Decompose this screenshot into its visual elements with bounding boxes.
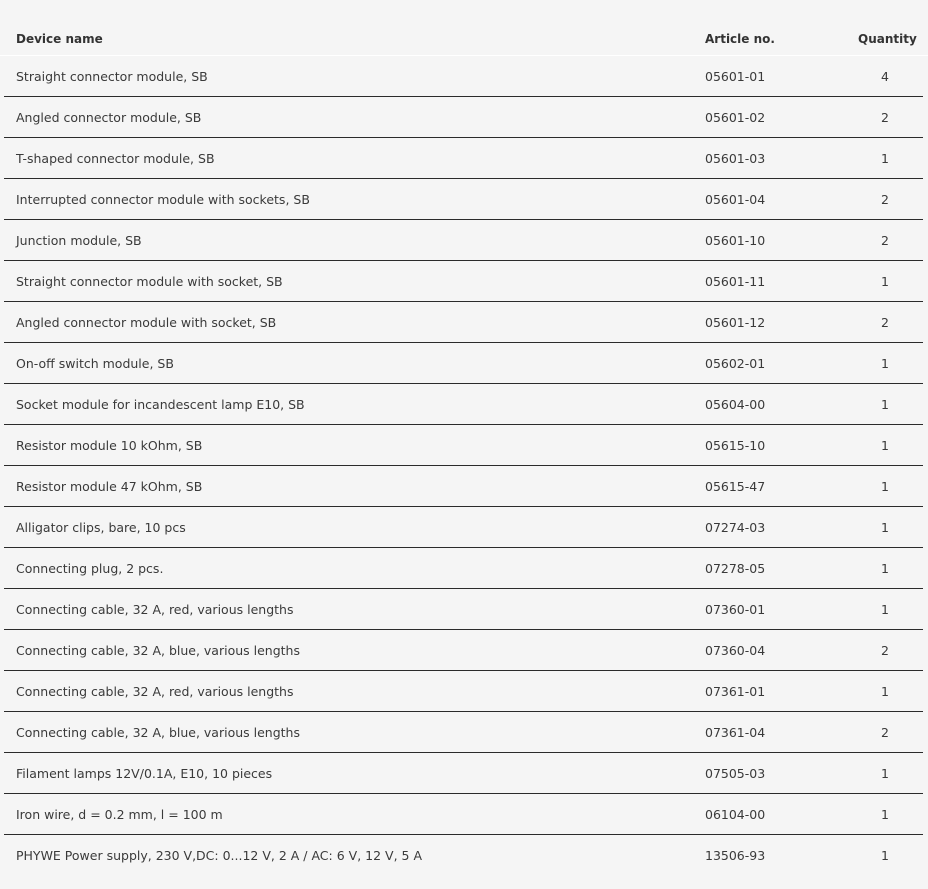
device-name-cell: Resistor module 47 kOhm, SB (16, 479, 203, 494)
table-row (4, 261, 923, 302)
article-no-cell: 07274-03 (705, 520, 766, 535)
table-row (4, 343, 923, 384)
article-no-cell: 07361-01 (705, 684, 766, 699)
table-row (4, 753, 923, 794)
article-no-cell: 07505-03 (705, 766, 766, 781)
device-name-cell: Alligator clips, bare, 10 pcs (16, 520, 186, 535)
quantity-cell: 1 (881, 479, 889, 494)
device-name-cell: Connecting cable, 32 A, red, various lengths (16, 684, 294, 699)
device-name-cell: Angled connector module, SB (16, 110, 202, 125)
quantity-cell: 2 (881, 725, 889, 740)
quantity-cell: 2 (881, 643, 889, 658)
article-no-cell: 05601-10 (705, 233, 766, 248)
header-quantity: Quantity (858, 32, 917, 46)
quantity-cell: 1 (881, 684, 889, 699)
device-name-cell: PHYWE Power supply, 230 V,DC: 0...12 V, 2 A / AC: 6 V, 12 V, 5 A (16, 848, 422, 863)
quantity-cell: 1 (881, 397, 889, 412)
article-no-cell: 05601-01 (705, 69, 766, 84)
header-article-no: Article no. (705, 32, 775, 46)
article-no-cell: 07278-05 (705, 561, 766, 576)
device-name-cell: Resistor module 10 kOhm, SB (16, 438, 203, 453)
device-name-cell: Straight connector module, SB (16, 69, 208, 84)
device-name-cell: Socket module for incandescent lamp E10, SB (16, 397, 305, 412)
device-name-cell: Filament lamps 12V/0.1A, E10, 10 pieces (16, 766, 273, 781)
table-row (4, 220, 923, 261)
quantity-cell: 2 (881, 233, 889, 248)
device-name-cell: Connecting cable, 32 A, blue, various lengths (16, 725, 300, 740)
device-name-cell: On-off switch module, SB (16, 356, 174, 371)
article-no-cell: 05601-11 (705, 274, 766, 289)
quantity-cell: 1 (881, 356, 889, 371)
device-name-cell: Connecting cable, 32 A, blue, various lengths (16, 643, 300, 658)
quantity-cell: 1 (881, 807, 889, 822)
quantity-cell: 1 (881, 438, 889, 453)
table-row (4, 56, 923, 97)
table-row (4, 425, 923, 466)
quantity-cell: 1 (881, 274, 889, 289)
device-name-cell: Angled connector module with socket, SB (16, 315, 277, 330)
table-header (0, 0, 928, 56)
table-row (4, 384, 923, 425)
table-body (0, 56, 928, 875)
quantity-cell: 1 (881, 561, 889, 576)
quantity-cell: 1 (881, 848, 889, 863)
device-name-cell: Iron wire, d = 0.2 mm, l = 100 m (16, 807, 223, 822)
device-name-cell: Straight connector module with socket, SB (16, 274, 283, 289)
quantity-cell: 1 (881, 520, 889, 535)
article-no-cell: 05601-02 (705, 110, 766, 125)
table-row (4, 548, 923, 589)
article-no-cell: 05601-04 (705, 192, 766, 207)
table-row (4, 507, 923, 548)
table-row (4, 97, 923, 138)
article-no-cell: 07360-01 (705, 602, 766, 617)
article-no-cell: 05604-00 (705, 397, 766, 412)
quantity-cell: 1 (881, 151, 889, 166)
article-no-cell: 07360-04 (705, 643, 766, 658)
table-row (4, 179, 923, 220)
quantity-cell: 4 (881, 69, 889, 84)
table-row (4, 794, 923, 835)
table-row (4, 671, 923, 712)
table-row (4, 835, 923, 875)
header-device-name: Device name (16, 32, 103, 46)
article-no-cell: 06104-00 (705, 807, 766, 822)
quantity-cell: 2 (881, 315, 889, 330)
article-no-cell: 05601-03 (705, 151, 766, 166)
article-no-cell: 05601-12 (705, 315, 766, 330)
device-name-cell: Junction module, SB (16, 233, 142, 248)
table-row (4, 712, 923, 753)
table-row (4, 138, 923, 179)
article-no-cell: 07361-04 (705, 725, 766, 740)
quantity-cell: 1 (881, 602, 889, 617)
quantity-cell: 2 (881, 110, 889, 125)
device-name-cell: Interrupted connector module with sockets, SB (16, 192, 310, 207)
table-row (4, 630, 923, 671)
table-row (4, 466, 923, 507)
quantity-cell: 2 (881, 192, 889, 207)
article-no-cell: 05615-47 (705, 479, 766, 494)
device-name-cell: Connecting plug, 2 pcs. (16, 561, 164, 576)
table-row (4, 589, 923, 630)
device-name-cell: T-shaped connector module, SB (16, 151, 215, 166)
quantity-cell: 1 (881, 766, 889, 781)
device-name-cell: Connecting cable, 32 A, red, various lengths (16, 602, 294, 617)
article-no-cell: 05615-10 (705, 438, 766, 453)
article-no-cell: 05602-01 (705, 356, 766, 371)
article-no-cell: 13506-93 (705, 848, 766, 863)
table-row (4, 302, 923, 343)
